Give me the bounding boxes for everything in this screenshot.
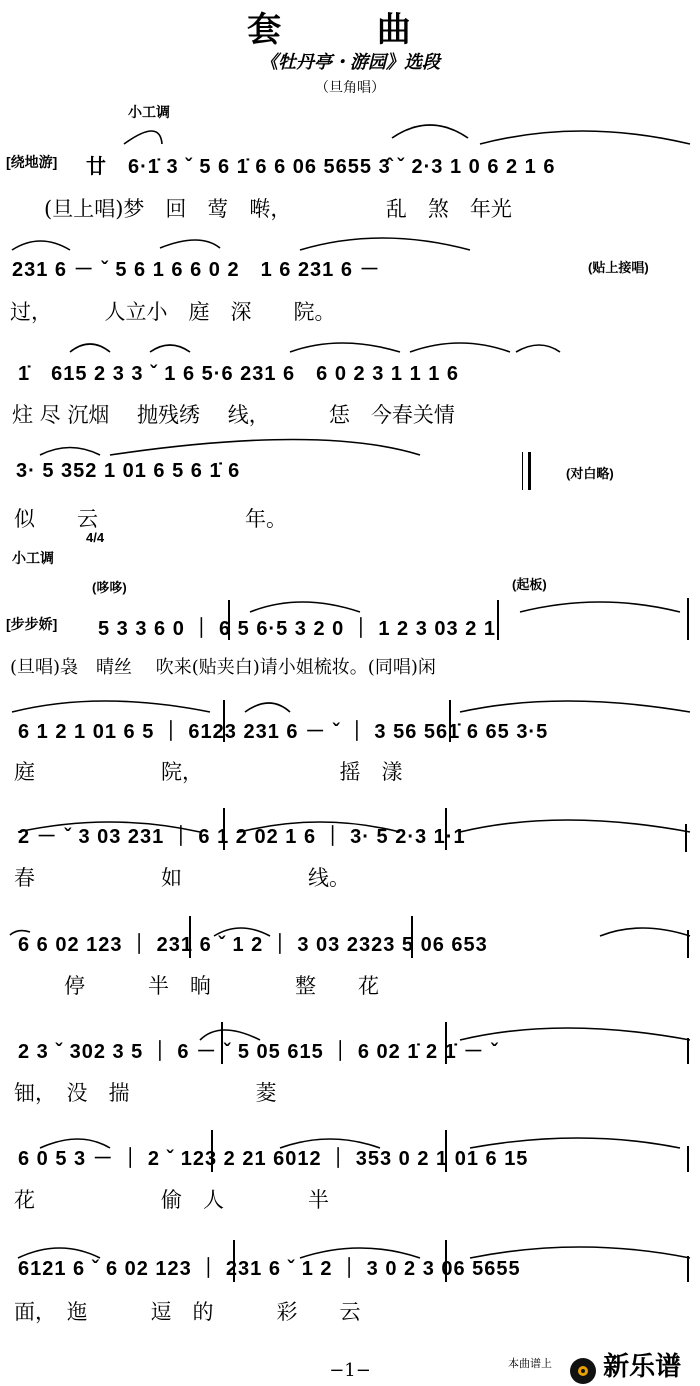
lyric-line: 面， 迤 逗 的 彩 云 [14, 1300, 361, 1324]
site-logo [568, 1346, 681, 1386]
lyric-line: 花 偷 人 半 [14, 1188, 329, 1212]
notation-line: 2 3 ˇ 302 3 5 ｜ 6 － ˇ 5 05 615 ｜ 6 02 1̇ 2 1̇ － ˇ [18, 1041, 499, 1063]
notation-line: 廿 6·1̇ 3 ˇ 5 6 1̇ 6 6 06 5655 3̂ ˇ 2·3 1 0 6 2 1 6 [86, 156, 556, 178]
disc-icon [568, 1356, 598, 1386]
page-number: −1− [329, 1360, 371, 1381]
page-title: 套 曲 [247, 10, 453, 50]
lyric-line: 停 半 晌 整 花 [64, 974, 379, 998]
lyric-line: (旦上唱)梦 回 莺 啭， 乱 煞 年光 [44, 197, 512, 221]
logo-text: 新乐谱 [603, 1351, 682, 1381]
lyric-line: 春 如 线。 [14, 866, 350, 890]
performer-note: (贴上接唱) [588, 260, 649, 275]
lyric-line: 庭 院， 摇 漾 [14, 760, 403, 784]
source-credit: 本曲谱上 [508, 1358, 552, 1370]
notation-line: 6 1 2 1 01 6 5 ｜ 6123 231 6 － ˇ ｜ 3 56 561̇ 6 65 3·5 [18, 721, 549, 743]
qupai-label: [步步娇] [6, 616, 58, 632]
notation-line: 5 3 3 6 0 ｜ 6 5 6·5 3 2 0 ｜ 1 2 3 03 2 1 [98, 618, 497, 640]
performer-note: (对白略) [566, 466, 614, 481]
lyric-line: 过， 人立小 庭 深 院。 [10, 300, 336, 324]
lyric-line: 炷 尽 沉烟 抛残绣 线， 恁 今春关情 [12, 403, 455, 427]
tempo-note: (起板) [512, 577, 547, 592]
page-subtitle: 《牡丹亭・游园》选段 [260, 52, 440, 73]
notation-line: 2 － ˇ 3 03 231 ｜ 6 1 2 02 1 6 ｜ 3· 5 2·3 1·1 [18, 826, 466, 848]
vocable-note: (哆哆) [92, 580, 127, 595]
role-note: （旦角唱） [315, 80, 385, 96]
notation-line: 6 0 5 3 － ｜ 2 ˇ 123 2 21 6012 ｜ 353 0 2 1 01 6 15 [18, 1148, 529, 1170]
lyric-line: 似 云 年。 [14, 507, 287, 531]
key-signature: 小工调 [12, 550, 54, 566]
key-signature: 小工调 [128, 104, 170, 120]
time-signature: 4/4 [86, 530, 105, 545]
notation-line: 6121 6 ˇ 6 02 123 ｜ 231 6 ˇ 1 2 ｜ 3 0 2 3 06 5655 [18, 1258, 521, 1280]
lyric-line: 钿， 没 揣 菱 [14, 1081, 277, 1105]
qupai-label: [绕地游] [6, 154, 58, 170]
lyric-line: (旦唱)袅 晴丝 吹来(贴夹白)请小姐梳妆。(同唱)闲 [10, 657, 436, 678]
notation-line: 1̇ 615 2 3 3 ˇ 1 6 5·6 231 6 6 0 2 3 1 1 1 6 [18, 363, 460, 385]
notation-line: 231 6 － ˇ 5 6 1 6 6 0 2 1 6 231 6 － [12, 259, 381, 281]
notation-line: 6 6 02 123 ｜ 231 6 ˇ 1 2 ｜ 3 03 2323 5 06 653 [18, 934, 488, 956]
notation-line: 3· 5 352 1 01 6 5 6 1̇ 6 [16, 460, 241, 482]
